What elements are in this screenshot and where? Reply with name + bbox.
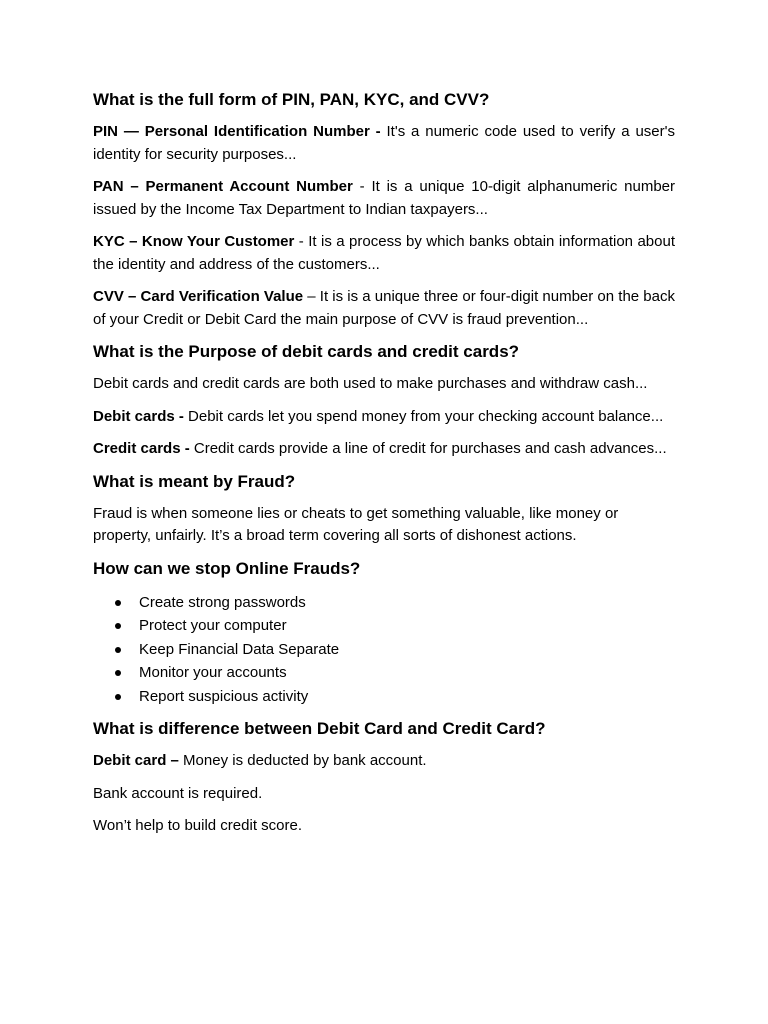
bullet-icon <box>115 623 121 629</box>
heading-fraud: What is meant by Fraud? <box>93 471 296 491</box>
term-pin: PIN — Personal Identification Number - <box>93 123 381 140</box>
term-pan: PAN – Permanent Account Number <box>93 178 353 195</box>
paragraph-credit-cards <box>93 438 675 461</box>
term-kyc: KYC – Know Your Customer <box>93 233 295 250</box>
paragraph-fraud: Fraud is when someone lies or cheats to get something valuable, like money or property, unfairly. It’s a broad term covering all sorts of dishonest actions. <box>93 504 619 544</box>
term-debit-cards: Debit cards - <box>93 407 184 425</box>
bullet-icon <box>115 647 121 653</box>
text-pan: - It is a unique 10-digit alphanumeric number issued by the Income Tax Department to Indian taxpayers... <box>93 178 675 218</box>
text-debit-card: Money is deducted by bank account. <box>178 752 427 769</box>
text-cvv: – It is is a unique three or four-digit number on the back of your Credit or Debit Card the main purpose of CVV is fraud prevention... <box>93 288 675 328</box>
term-debit-card: Debit card – <box>93 752 179 769</box>
text-debit-cards: Debit cards let you spend money from your checking account balance... <box>183 407 664 425</box>
heading-purpose: What is the Purpose of debit cards and credit cards? <box>93 342 520 361</box>
text-pin: It's a numeric code used to verify a user's identity for security purposes... <box>93 123 675 163</box>
list-item-text: Create strong passwords <box>139 593 306 611</box>
list-item <box>93 685 675 709</box>
text-kyc: - It is a process by which banks obtain information about the identity and address of the customers... <box>93 233 675 273</box>
paragraph-debit-card <box>93 750 675 773</box>
list-item <box>93 661 675 685</box>
list-item <box>93 638 675 662</box>
paragraph-debit-cards <box>93 406 675 429</box>
paragraph-pin <box>93 121 675 166</box>
heading-difference: What is difference between Debit Card and Credit Card? <box>93 719 546 738</box>
list-item-text: Keep Financial Data Separate <box>139 640 340 658</box>
list-item-text: Protect your computer <box>139 617 287 634</box>
bullet-icon <box>115 600 121 606</box>
list-item <box>93 591 675 615</box>
paragraph-cvv <box>93 286 675 331</box>
paragraph-bank-account: Bank account is required. <box>93 784 263 802</box>
text-credit-cards: Credit cards provide a line of credit for purchases and cash advances... <box>189 440 667 457</box>
bullet-icon <box>115 670 121 676</box>
document-page <box>93 84 675 838</box>
list-item-text: Monitor your accounts <box>139 664 287 681</box>
paragraph-kyc <box>93 231 675 276</box>
term-cvv: CVV – Card Verification Value <box>93 288 304 305</box>
paragraph-purpose-intro: Debit cards and credit cards are both used to make purchases and withdraw cash... <box>93 375 648 392</box>
heading-full-form: What is the full form of PIN, PAN, KYC, and CVV? <box>93 90 490 109</box>
paragraph-credit-score: Won’t help to build credit score. <box>93 817 302 834</box>
term-credit-cards: Credit cards - <box>93 440 190 457</box>
list-item-text: Report suspicious activity <box>139 687 309 705</box>
heading-stop-frauds: How can we stop Online Frauds? <box>93 558 361 578</box>
paragraph-pan <box>93 176 675 221</box>
bullet-icon <box>115 694 121 700</box>
stop-frauds-list <box>93 591 675 709</box>
list-item <box>93 614 675 638</box>
